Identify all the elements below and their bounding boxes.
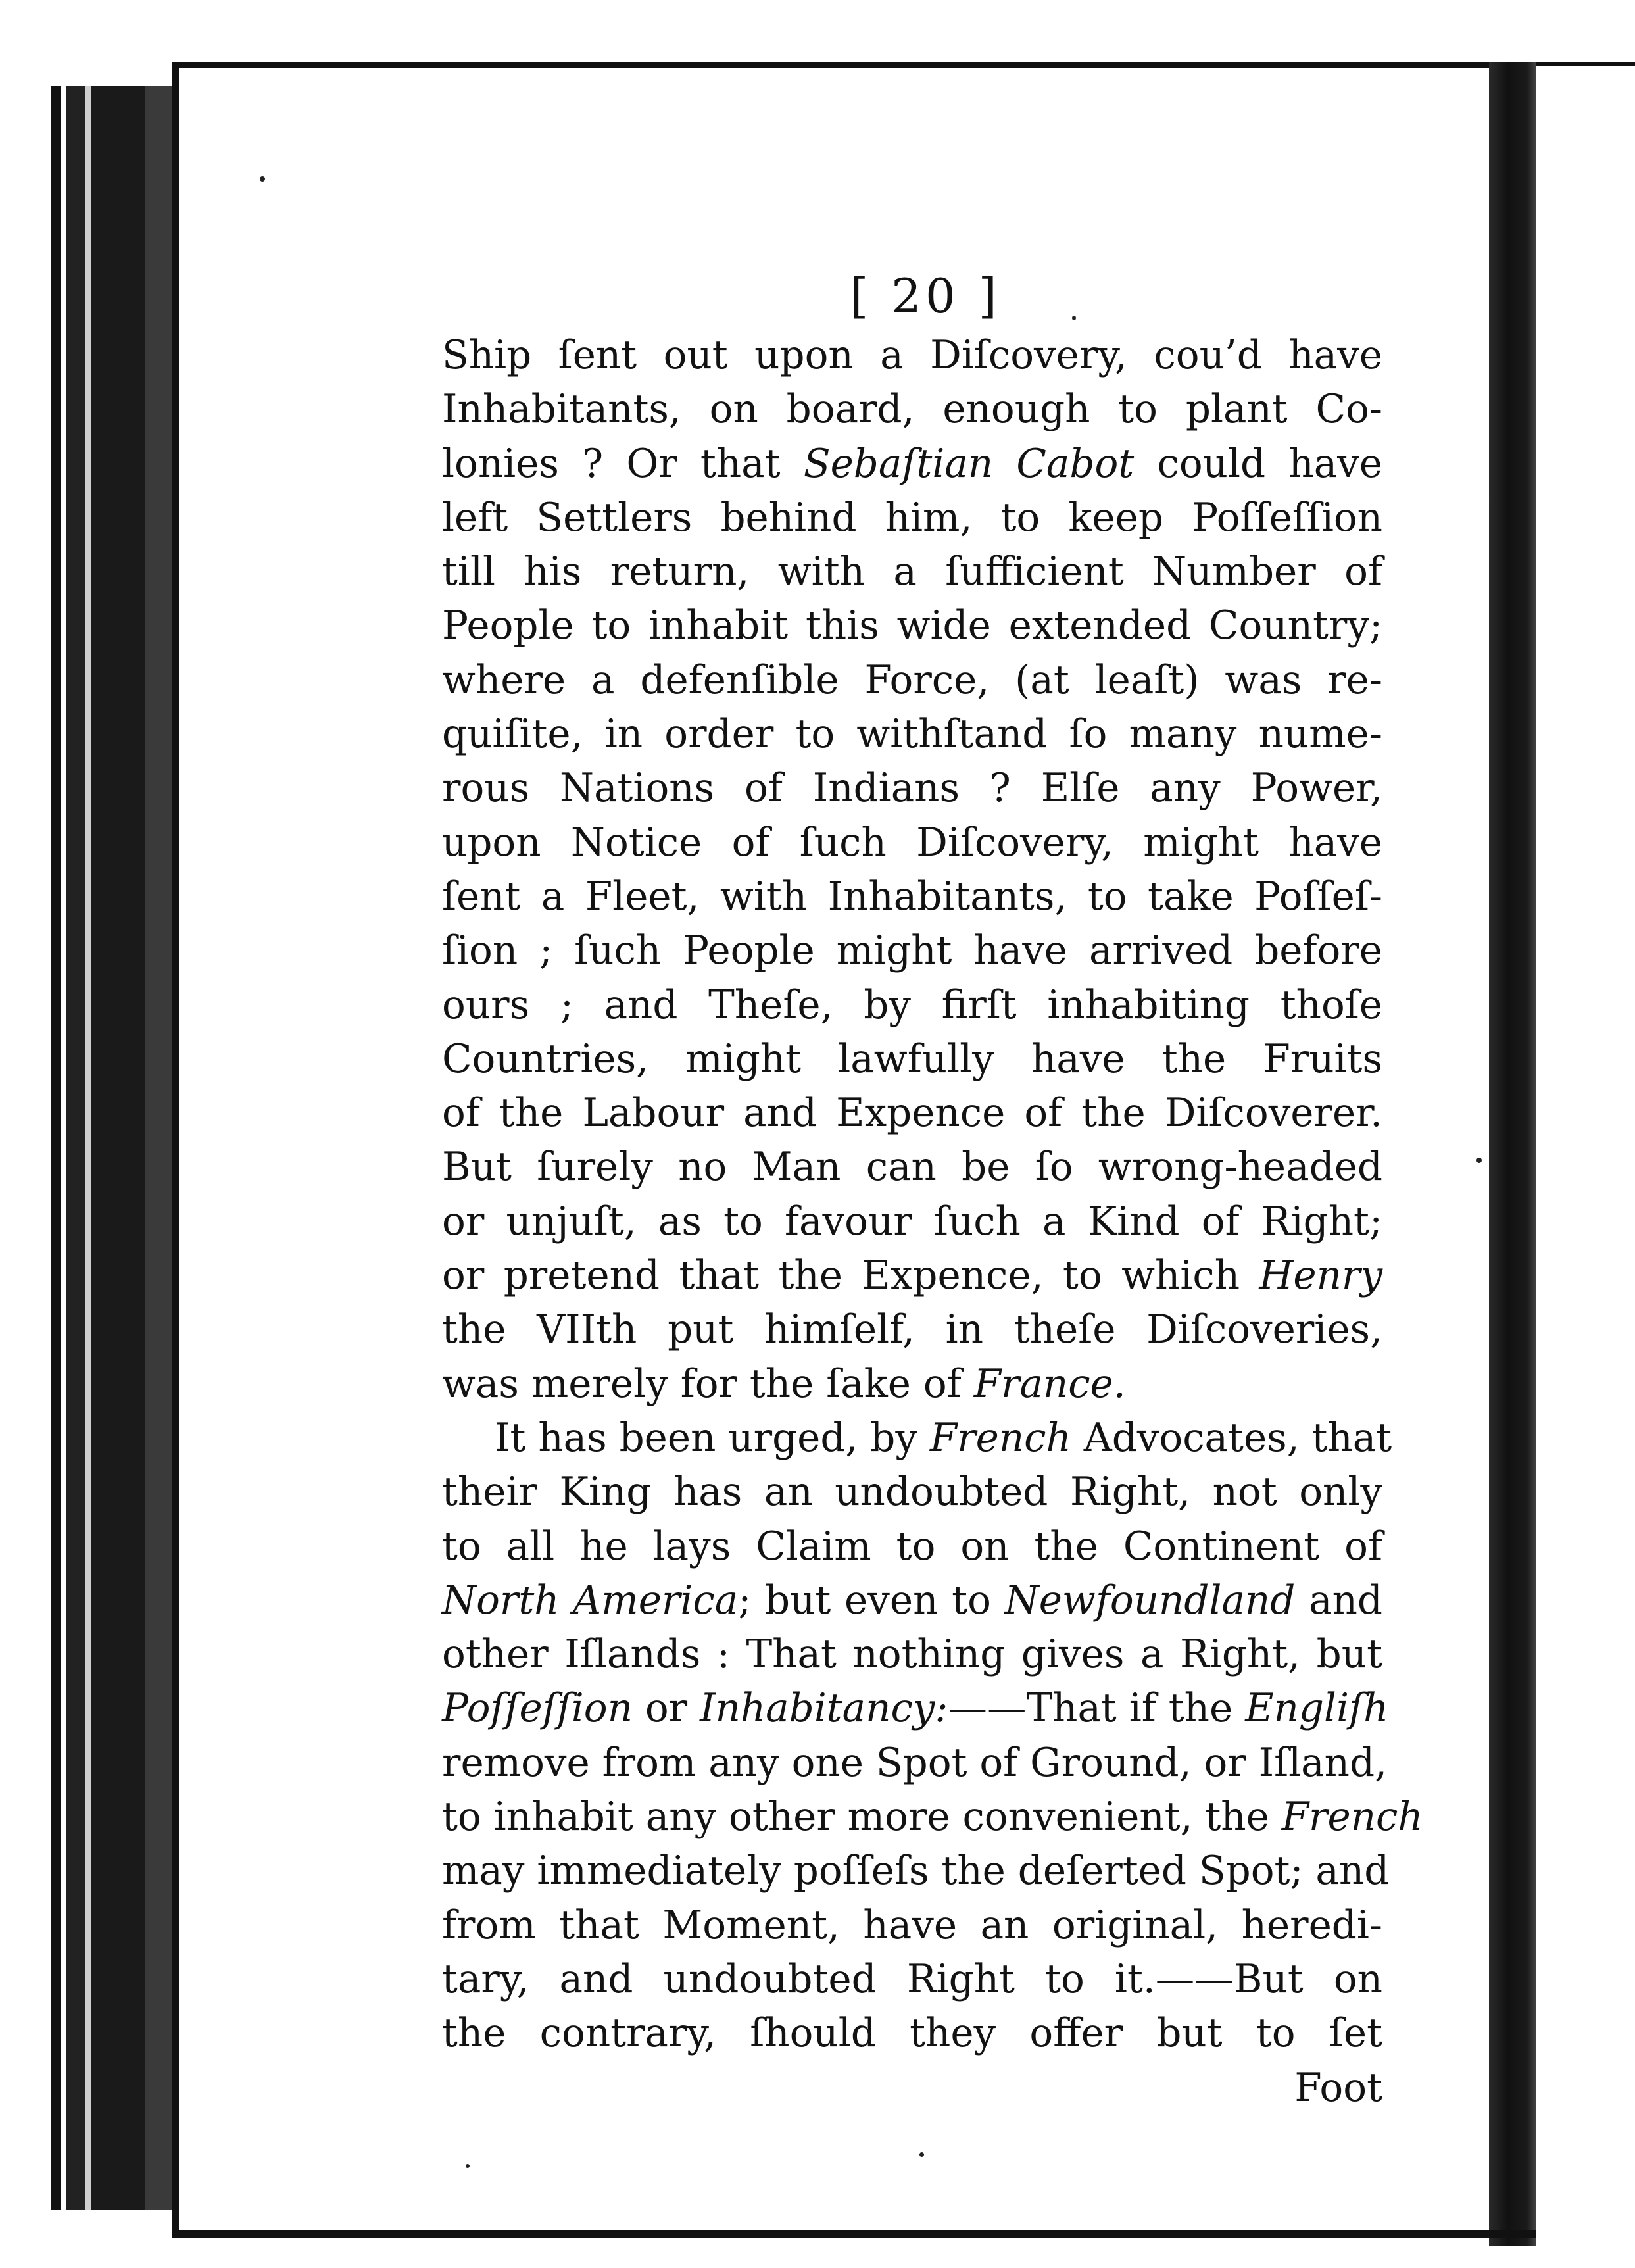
text-line [442,1899,1382,1953]
text-line [442,1844,1390,1898]
text-line [442,1953,1382,2007]
text-segment: It has been urged, by [495,1415,930,1461]
text-line [442,1033,1382,1087]
text-segment: could have [1134,441,1383,487]
text-segment: tary, and undoubted Right to it.——But on [442,1956,1382,2002]
text-line [442,383,1382,437]
text-line [442,1195,1382,1249]
text-line [442,924,1382,978]
text-segment: ——That if the [948,1686,1246,1732]
italic-text: Poſſeſſion [442,1686,633,1732]
text-block [442,263,1423,2115]
facing-page-margin [1536,62,1635,2250]
text-segment: till his return, with a ſufficient Number of [442,549,1382,595]
text-line [442,979,1382,1033]
text-line [442,2061,1382,2115]
text-segment: People to inhabit this wide extended Country; [442,603,1382,649]
text-segment: rous Nations of Indians ? Elſe any Power, [442,766,1382,812]
binding-edge-left [46,86,178,2210]
text-line [442,1249,1382,1303]
page-edge-line [172,62,179,2233]
text-segment: or unjuſt, as to favour ſuch a Kind of Right; [442,1198,1382,1245]
ink-speck [919,2152,924,2157]
page-number-header: [ 20 ] [850,268,1001,324]
text-segment: Ship ſent out upon a Diſcovery, cou’d have [442,333,1382,378]
text-line [442,491,1382,545]
text-segment: upon Notice of ſuch Diſcovery, might have [442,820,1382,866]
text-segment: the contrary, ſhould they offer but to ſet [442,2011,1382,2057]
text-line [442,1087,1382,1141]
page-bottom-edge [172,2230,1536,2238]
text-line [442,599,1382,653]
text-segment: the VIIth put himſelf, in theſe Diſcoveries, [442,1307,1382,1353]
text-segment: left Settlers behind him, to keep Poſſeſſion [442,495,1382,541]
text-segment: or [632,1686,700,1732]
text-line [442,1737,1387,1790]
text-line [442,762,1382,816]
text-line [442,1628,1382,1682]
text-segment: of the Labour and Expence of the Diſcoverer. [442,1091,1382,1137]
text-line [442,1466,1382,1519]
italic-text: Inhabitancy: [700,1686,948,1732]
text-segment: to all he lays Claim to on the Continent of [442,1523,1382,1569]
text-line [442,654,1382,708]
italic-text: Engliſh [1245,1686,1389,1732]
text-segment: ; but even to [738,1577,1005,1623]
text-segment: Advocates, that [1071,1415,1392,1461]
text-line [442,1574,1382,1628]
text-line [442,1520,1382,1574]
text-segment: remove from any one Spot of Ground, or Iſland, [442,1740,1387,1786]
ink-speck [466,2164,470,2168]
text-segment: or pretend that the Expence, to which [442,1253,1259,1299]
text-line [442,870,1382,924]
text-line [442,1682,1389,1736]
italic-text: France. [973,1361,1126,1407]
italic-text: Henry [1259,1253,1382,1299]
text-segment: from that Moment, have an original, heredi- [442,1902,1382,1948]
text-segment: Inhabitants, on board, enough to plant Co- [442,387,1382,433]
text-segment: ſent a Fleet, with Inhabitants, to take Poſſeſ- [442,874,1382,920]
text-segment: Countries, might lawfully have the Fruits [442,1036,1382,1082]
text-segment: may immediately poſſeſs the deſerted Spot; and [442,1848,1390,1894]
ink-speck [260,176,265,182]
text-line [442,2007,1382,2061]
text-line [442,816,1382,870]
body-text [442,329,1423,2115]
text-segment: and [1295,1577,1382,1623]
text-segment: Foot [1294,2065,1382,2111]
text-line [442,545,1382,599]
text-segment: was merely for the ſake of [442,1361,974,1407]
binding-edge-right [1489,62,1536,2246]
text-segment: to inhabit any other more convenient, the [442,1794,1282,1840]
text-segment: quiſite, in order to withſtand ſo many nume- [442,712,1382,758]
text-segment: lonies ? Or that [442,441,804,487]
text-line [442,1412,1392,1466]
text-line [442,1303,1382,1357]
text-line [442,1141,1382,1195]
text-segment: their King has an undoubted Right, not only [442,1469,1382,1516]
text-line [442,329,1382,383]
italic-text: North America [442,1577,739,1623]
italic-text: French [1281,1794,1423,1840]
text-segment: ours ; and Theſe, by firſt inhabiting thoſe [442,982,1382,1028]
text-line [442,708,1382,762]
text-segment: where a defenſible Force, (at leaſt) was re- [442,657,1382,703]
text-line [442,1790,1423,1844]
text-segment: ſion ; ſuch People might have arrived before [442,928,1382,974]
italic-text: Sebaſtian Cabot [803,441,1135,487]
text-line [442,437,1382,491]
text-line [442,1358,1382,1412]
text-segment: But ſurely no Man can be ſo wrong-headed [442,1145,1382,1191]
italic-text: French [929,1415,1071,1461]
ink-speck [1476,1158,1482,1163]
italic-text: Newfoundland [1004,1577,1296,1623]
text-segment: other Iſlands : That nothing gives a Right, but [442,1632,1382,1678]
